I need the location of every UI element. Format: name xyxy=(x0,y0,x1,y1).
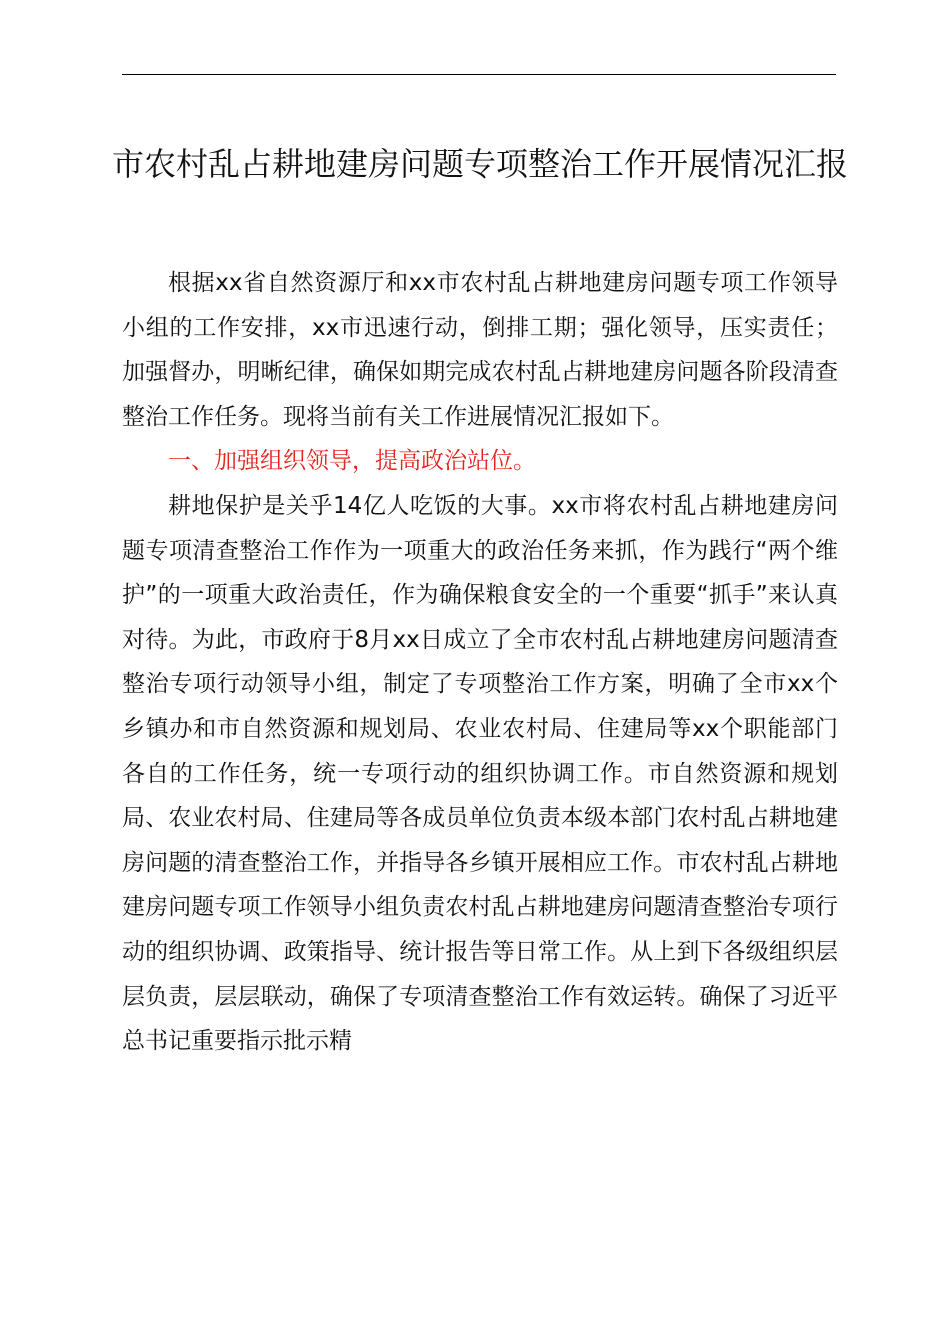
document-body xyxy=(122,261,838,1064)
intro-paragraph: 根据xx省自然资源厅和xx市农村乱占耕地建房问题专项工作领导小组的工作安排，xx市迅速行动，倒排工期；强化领导，压实责任；加强督办，明晰纪律，确保如期完成农村乱占耕地建房问题各阶段清查整治工作任务。现将当前有关工作进展情况汇报如下。 xyxy=(122,270,838,430)
section-heading: 一、加强组织领导，提高政治站位。 xyxy=(168,448,536,475)
header-rule xyxy=(122,74,836,75)
section-paragraph: 耕地保护是关乎14亿人吃饭的大事。xx市将农村乱占耕地建房问题专项清查整治工作作为一项重大的政治任务来抓，作为践行“两个维护”的一项重大政治责任，作为确保粮食安全的一个重要“抓手”来认真对待。为此，市政府于8月xx日成立了全市农村乱占耕地建房问题清查整治专项行动领导小组，制定了专项整治工作方案，明确了全市xx个乡镇办和市自然资源和规划局、农业农村局、住建局等xx个职能部门各自的工作任务，统一专项行动的组织协调工作。市自然资源和规划局、农业农村局、住建局等各成员单位负责本级本部门农村乱占耕地建房问题的清查整治工作，并指导各乡镇开展相应工作。市农村乱占耕地建房问题专项工作领导小组负责农村乱占耕地建房问题清查整治专项行动的组织协调、政策指导、统计报告等日常工作。从上到下各级组织层层负责，层层联动，确保了专项清查整治工作有效运转。确保了习近平总书记重要指示批示精 xyxy=(122,492,838,1055)
document-title: 市农村乱占耕地建房问题专项整治工作开展情况汇报 xyxy=(111,145,848,183)
